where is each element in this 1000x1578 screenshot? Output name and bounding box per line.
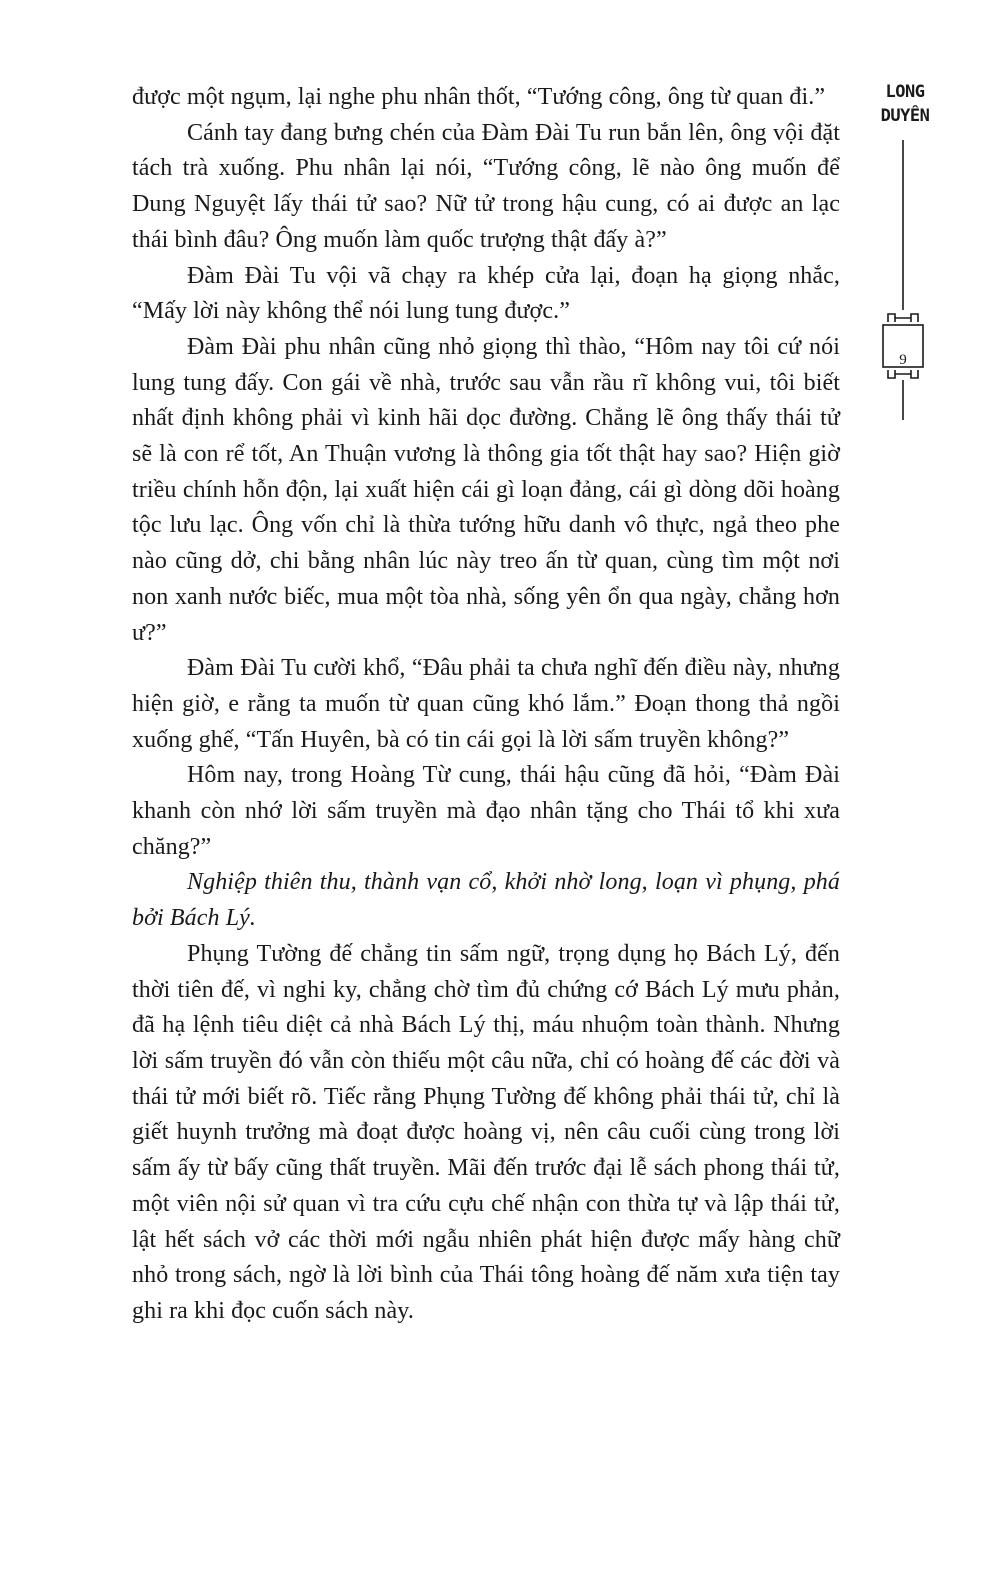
prophecy-quote: Nghiệp thiên thu, thành vạn cổ, khởi nhờ long, loạn vì phụng, phá bởi Bách Lý. (132, 869, 840, 932)
paragraph-1: được một ngụm, lại nghe phu nhân thốt, “Tướng công, ông từ quan đi.” (132, 84, 826, 110)
paragraph-3: Đàm Đài Tu vội vã chạy ra khép cửa lại, đoạn hạ giọng nhắc, “Mấy lời này không thể nói lung tung được.” (132, 262, 840, 325)
book-title-line-2: DUYÊN (880, 106, 930, 126)
paragraph-8: Phụng Tường đế chẳng tin sấm ngữ, trọng dụng họ Bách Lý, đến thời tiên đế, vì nghi ky, chẳng chờ tìm đủ chứng cớ Bách Lý mưu phản, đã hạ lệnh tiêu diệt cả nhà Bách Lý thị, máu nhuộm toàn thành. Nhưng lời sấm truyền đó vẫn còn thiếu một câu nữa, chỉ có hoàng đế các đời và thái tử mới biết rõ. Tiếc rằng Phụng Tường đế không phải thái tử, chỉ là giết huynh trưởng mà đoạt được hoàng vị, nên câu cuối cùng trong lời sấm ấy từ bấy cũng thất truyền. Mãi đến trước đại lễ sách phong thái tử, một viên nội sử quan vì tra cứu cựu chế nhận con thừa tự và lập thái tử, lật hết sách vở các thời mới ngẫu nhiên phát hiện được mấy hàng chữ nhỏ trong sách, ngờ là lời bình của Thái tông hoàng đế năm xưa tiện tay ghi ra khi đọc cuốn sách này. (132, 940, 840, 1324)
paragraph-6: Hôm nay, trong Hoàng Từ cung, thái hậu cũng đã hỏi, “Đàm Đài khanh còn nhớ lời sấm truyền mà đạo nhân tặng cho Thái tổ khi xưa chăng?” (132, 762, 840, 860)
paragraph-5: Đàm Đài Tu cười khổ, “Đâu phải ta chưa nghĩ đến điều này, nhưng hiện giờ, e rằng ta muốn từ quan cũng khó lắm.” Đoạn thong thả ngồi xuống ghế, “Tấn Huyên, bà có tin cái gọi là lời sấm truyền không?” (132, 655, 840, 753)
side-ornament-icon (860, 140, 940, 420)
body-text (132, 80, 840, 1330)
paragraph-4: Đàm Đài phu nhân cũng nhỏ giọng thì thào, “Hôm nay tôi cứ nói lung tung đấy. Con gái về nhà, trước sau vẫn rầu rĩ không vui, tôi biết nhất định không phải vì kinh hãi dọc đường. Chẳng lẽ ông thấy thái tử sẽ là con rể tốt, An Thuận vương là thông gia tốt thật hay sao? Hiện giờ triều chính hỗn độn, lại xuất hiện cái gì loạn đảng, cái gì dòng dõi hoàng tộc lưu lạc. Ông vốn chỉ là thừa tướng hữu danh vô thực, ngả theo phe nào cũng dở, chi bằng nhân lúc này treo ấn từ quan, cùng tìm một nơi non xanh nước biếc, mua một tòa nhà, sống yên ổn qua ngày, chẳng hơn ư?” (132, 333, 840, 646)
book-title (870, 80, 940, 128)
page-number: 9 (899, 352, 907, 368)
book-title-line-1: LONG (885, 82, 925, 102)
paragraph-2: Cánh tay đang bưng chén của Đàm Đài Tu run bắn lên, ông vội đặt tách trà xuống. Phu nhân lại nói, “Tướng công, lẽ nào ông muốn để Dung Nguyệt lấy thái tử sao? Nữ tử trong hậu cung, có ai được an lạc thái bình đâu? Ông muốn làm quốc trượng thật đấy à?” (132, 119, 840, 253)
